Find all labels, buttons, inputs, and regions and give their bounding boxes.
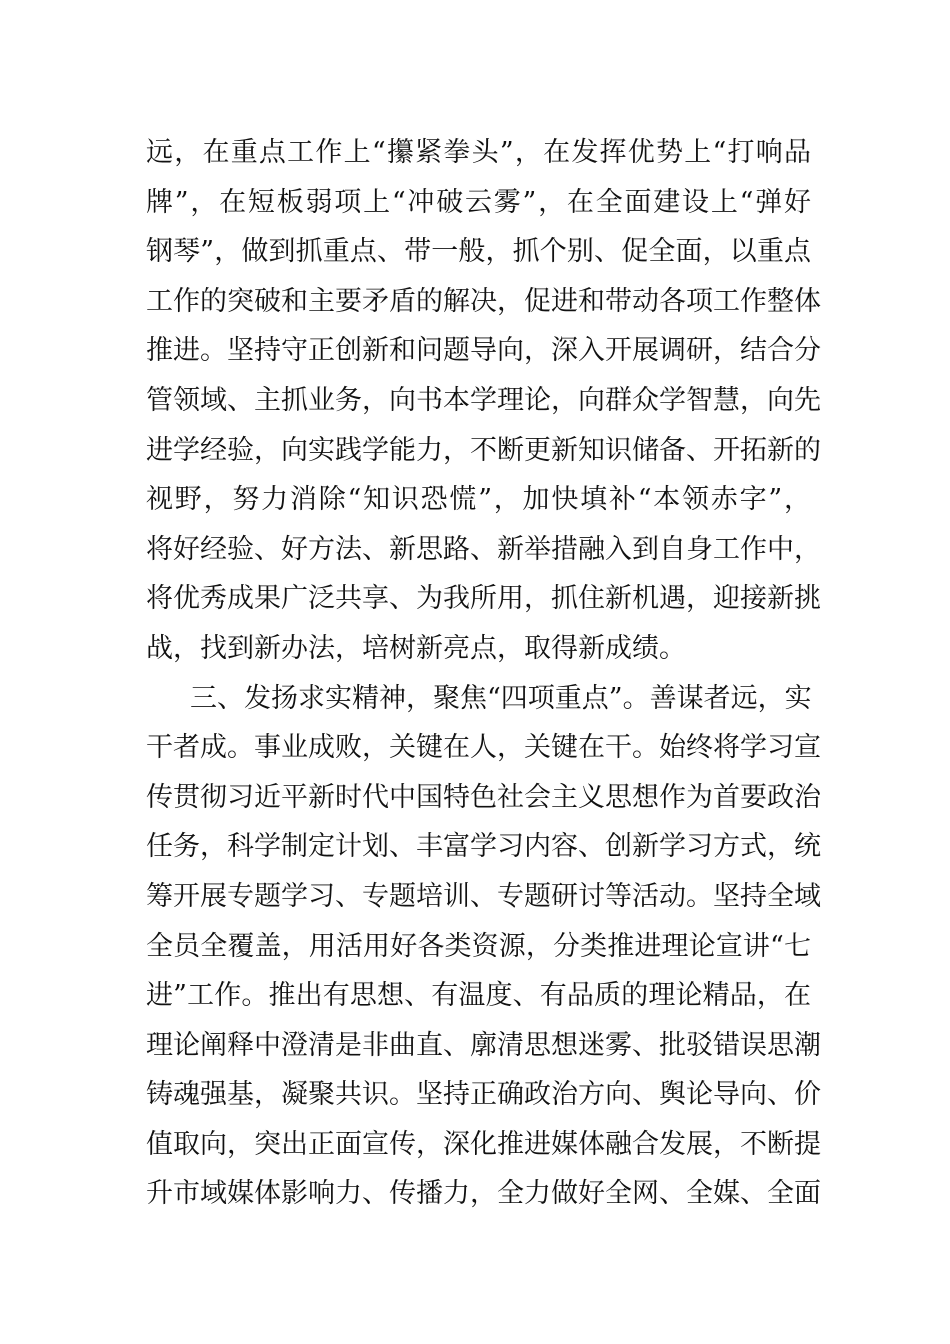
text-line: 将好经验、好方法、新思路、新举措融入到自身工作中，: [146, 533, 821, 565]
text-line: 钢琴”，做到抓重点、带一般，抓个别、促全面，以重点: [146, 236, 811, 268]
text-line: 筹开展专题学习、专题培训、专题研讨等活动。坚持全域: [146, 880, 821, 912]
text-line: 远，在重点工作上“攥紧拳头”，在发挥优势上“打响品: [146, 137, 811, 168]
text-line: 铸魂强基，凝聚共识。坚持正确政治方向、舆论导向、价: [146, 1079, 821, 1111]
text-line: 将优秀成果广泛共享、为我所用，抓住新机遇，迎接新挑: [146, 583, 821, 615]
section-heading-line: 三、发扬求实精神，聚焦“四项重点”。善谋者远，实: [190, 682, 812, 714]
text-line: 理论阐释中澄清是非曲直、廓清思想迷雾、批驳错误思潮: [146, 1029, 821, 1061]
text-line: 干者成。事业成败，关键在人，关键在干。始终将学习宣: [146, 732, 821, 764]
text-line: 推进。坚持守正创新和问题导向，深入开展调研，结合分: [146, 335, 821, 367]
text-line: 值取向，突出正面宣传，深化推进媒体融合发展，不断提: [146, 1128, 821, 1160]
body-text: [146, 128, 821, 1219]
text-line: 管领域、主抓业务，向书本学理论，向群众学智慧，向先: [146, 384, 821, 416]
text-line: 任务，科学制定计划、丰富学习内容、创新学习方式，统: [146, 831, 821, 863]
text-line: 牌”，在短板弱项上“冲破云雾”，在全面建设上“弹好: [146, 186, 811, 218]
text-line: 进学经验，向实践学能力，不断更新知识储备、开拓新的: [146, 434, 821, 466]
text-line: 传贯彻习近平新时代中国特色社会主义思想作为首要政治: [146, 781, 821, 813]
text-line: 工作的突破和主要矛盾的解决，促进和带动各项工作整体: [146, 285, 821, 317]
text-line: 进”工作。推出有思想、有温度、有品质的理论精品，在: [146, 980, 811, 1012]
text-line: 升市域媒体影响力、传播力，全力做好全网、全媒、全面: [146, 1178, 821, 1210]
text-line: 视野，努力消除“知识恐慌”，加快填补“本领赤字”，: [146, 484, 811, 516]
text-line: 全员全覆盖，用活用好各类资源，分类推进理论宣讲“七: [146, 930, 811, 962]
paragraph-end-line: 战，找到新办法，培树新亮点，取得新成绩。: [146, 632, 686, 664]
